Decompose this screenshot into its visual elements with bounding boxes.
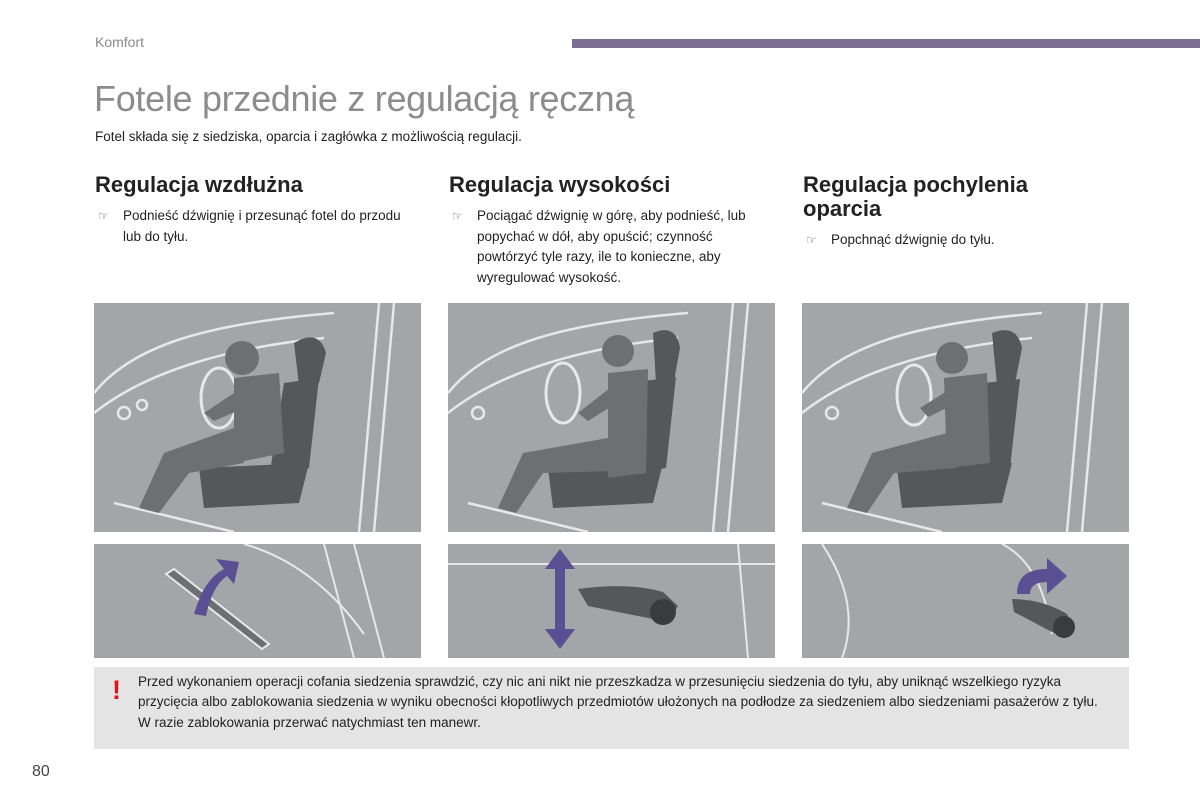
warning-box <box>94 667 1129 749</box>
pointing-hand-icon: ☞ <box>98 209 109 223</box>
lever-closeup-longitudinal <box>94 544 421 658</box>
instruction-height <box>449 206 775 288</box>
lever-closeup-height <box>448 544 775 658</box>
page-number: 80 <box>32 763 50 780</box>
instruction-text: Popchnąć dźwignię do tyłu. <box>831 232 995 247</box>
heading-height: Regulacja wysokości <box>449 172 671 197</box>
instruction-recline <box>803 230 1103 251</box>
pointing-hand-icon: ☞ <box>806 233 817 247</box>
heading-recline: Regulacja pochylenia oparcia <box>803 172 1028 221</box>
column-height <box>449 173 775 288</box>
instruction-text: Pociągać dźwignię w górę, aby podnieść, lub popychać w dół, aby opuścić; czynność powtórzyć tyle razy, ile to konieczne, aby wyregulować wysokość. <box>477 208 746 285</box>
heading-longitudinal: Regulacja wzdłużna <box>95 172 303 197</box>
instruction-longitudinal <box>95 206 421 247</box>
exclamation-icon: ! <box>112 675 121 705</box>
page-title: Fotele przednie z regulacją ręczną <box>94 78 635 119</box>
column-recline <box>803 173 1103 251</box>
seat-illustration-longitudinal <box>94 303 421 532</box>
column-longitudinal <box>95 173 421 247</box>
pointing-hand-icon: ☞ <box>452 209 463 223</box>
warning-text: Przed wykonaniem operacji cofania siedzenia sprawdzić, czy nic ani nikt nie przeszkadza w przesunięciu siedzenia do tyłu, aby uniknąć wszelkiego ryzyka przycięcia albo zablokowania siedzenia w wyniku obecności kłopotliwych przedmiotów ułożonych na podłodze za siedzeniem albo siedzeniami pasażerów z tyłu. W razie zablokowania przerwać natychmiast ten manewr. <box>138 674 1098 730</box>
seat-illustration-height <box>448 303 775 532</box>
section-label: Komfort <box>95 34 145 50</box>
instruction-text: Podnieść dźwignię i przesunąć fotel do przodu lub do tyłu. <box>123 208 401 244</box>
seat-illustration-recline <box>802 303 1129 532</box>
lever-closeup-recline <box>802 544 1129 658</box>
intro-text: Fotel składa się z siedziska, oparcia i zagłówka z możliwością regulacji. <box>95 129 522 144</box>
header-accent-bar <box>572 39 1200 48</box>
